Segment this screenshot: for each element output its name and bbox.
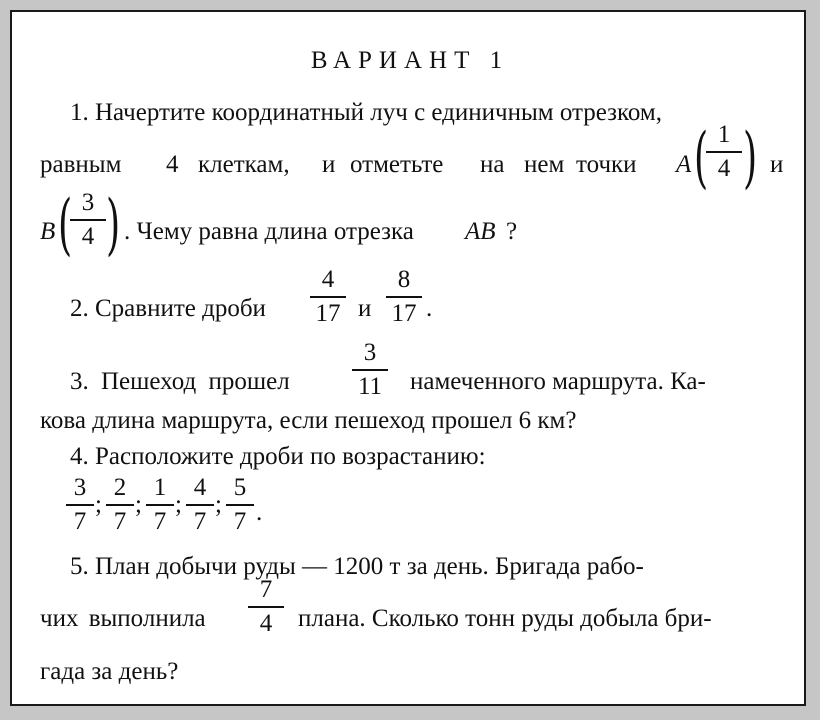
fraction-bar: [186, 504, 214, 506]
fraction-numerator: 7: [259, 576, 273, 603]
fraction-bar: [248, 606, 284, 608]
fraction-bar: [310, 296, 346, 298]
fraction-denominator: 7: [193, 508, 207, 535]
fraction-separator: ;: [135, 491, 142, 518]
task1-word: отметьте: [350, 151, 444, 178]
fraction-bar: [146, 504, 174, 506]
task5-prefix: чих выполнила: [40, 605, 206, 632]
task1-conj: и: [770, 151, 784, 178]
fraction-denominator: 17: [391, 300, 417, 327]
variant-title: ВАРИАНТ 1: [310, 47, 510, 74]
fraction-8-17: [384, 267, 424, 327]
fraction-bar: [386, 296, 422, 298]
fraction-4-17: [308, 267, 348, 327]
task2-conj: и: [358, 295, 372, 322]
left-paren: (: [694, 119, 709, 196]
fraction-7-4: [246, 577, 286, 637]
task2-prefix: 2. Сравните дроби: [70, 295, 266, 322]
task4-line1: 4. Расположите дроби по возрастанию:: [70, 443, 486, 470]
fraction-numerator: 1: [153, 474, 167, 501]
segment-label: AB: [465, 218, 496, 245]
right-paren: ): [106, 186, 121, 263]
task2-end: .: [426, 295, 433, 322]
fraction-numerator: 8: [397, 266, 411, 293]
task5-suffix: плана. Сколько тонн руды добыла бри-: [298, 605, 712, 632]
fraction-numerator: 4: [193, 474, 207, 501]
fraction-denominator: 4: [717, 155, 731, 182]
fraction-a: [704, 122, 744, 182]
worksheet-page: [10, 10, 806, 706]
right-paren: ): [743, 119, 758, 196]
task3-prefix: 3. Пешеход прошел: [70, 368, 290, 395]
fraction-item: [104, 475, 136, 535]
task1-question-text: . Чему равна длина отрезка: [124, 218, 414, 245]
fraction-denominator: 11: [357, 373, 383, 400]
fraction-bar: [70, 219, 106, 221]
task1-word: на: [480, 151, 505, 178]
question-mark: ?: [506, 218, 518, 245]
fraction-denominator: 4: [81, 223, 95, 250]
fraction-numerator: 3: [81, 189, 95, 216]
task5-line3: гада за день?: [40, 658, 179, 685]
fraction-item: [144, 475, 176, 535]
fraction-separator: ;: [95, 491, 102, 518]
task3-line2: кова длина маршрута, если пешеход прошел 6 км?: [40, 407, 577, 434]
task1-word: клеткам,: [198, 151, 290, 178]
fraction-numerator: 5: [233, 474, 247, 501]
fraction-numerator: 3: [363, 339, 377, 366]
fraction-denominator: 7: [113, 508, 127, 535]
fraction-numerator: 2: [113, 474, 127, 501]
fraction-denominator: 17: [315, 300, 341, 327]
fraction-item: [184, 475, 216, 535]
fraction-denominator: 4: [259, 610, 273, 637]
task1-line1: 1. Начертите координатный луч с единичным отрезком,: [70, 99, 663, 126]
fraction-bar: [66, 504, 94, 506]
task1-word: нем: [524, 151, 565, 178]
point-b-label: B: [40, 218, 56, 245]
task5-line1: 5. План добычи руды — 1200 т за день. Бригада рабо-: [70, 553, 644, 580]
fraction-bar: [352, 369, 388, 371]
fraction-bar: [226, 504, 254, 506]
task1-word: равным: [40, 151, 122, 178]
fraction-item: [64, 475, 96, 535]
fraction-denominator: 7: [153, 508, 167, 535]
task1-word: точки: [576, 151, 637, 178]
fraction-numerator: 4: [321, 266, 335, 293]
fraction-separator: ;: [175, 491, 182, 518]
fraction-bar: [706, 151, 742, 153]
fraction-denominator: 7: [233, 508, 247, 535]
task3-suffix: намеченного маршрута. Ка-: [410, 368, 706, 395]
task1-word: 4: [166, 151, 179, 178]
fraction-item: [224, 475, 256, 535]
fraction-3-11: [350, 340, 390, 400]
fraction-b: [68, 190, 108, 250]
point-a-label: A: [676, 151, 692, 178]
fraction-separator: ;: [215, 491, 222, 518]
fraction-denominator: 7: [73, 508, 87, 535]
fraction-bar: [106, 504, 134, 506]
fraction-numerator: 1: [717, 121, 731, 148]
left-paren: (: [58, 186, 73, 263]
fraction-numerator: 3: [73, 474, 87, 501]
task4-end: .: [256, 499, 263, 526]
task1-word: и: [322, 151, 336, 178]
